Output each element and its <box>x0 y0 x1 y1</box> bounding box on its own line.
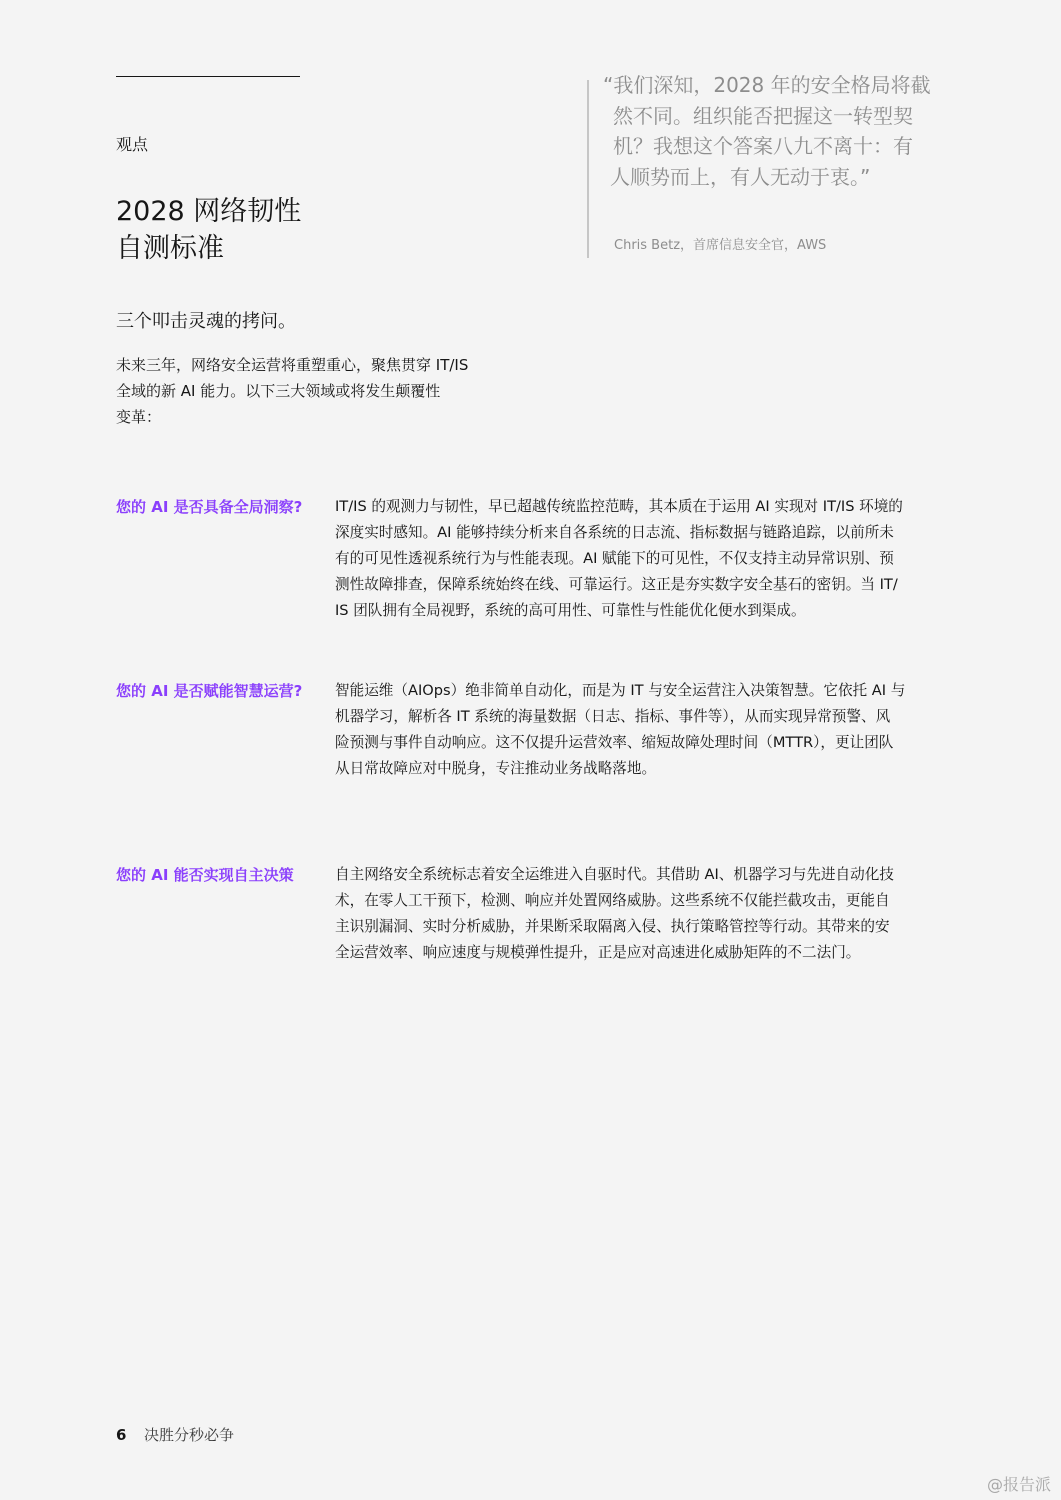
answer-3 <box>335 862 955 966</box>
answer-line: 有的可见性透视系统行为与性能表现。AI 赋能下的可见性，不仅支持主动异常识别、预 <box>335 550 894 567</box>
pull-quote <box>603 70 953 192</box>
answer-1 <box>335 494 955 624</box>
quote-divider <box>587 80 589 258</box>
answer-line: IS 团队拥有全局视野，系统的高可用性、可靠性与性能优化便水到渠成。 <box>335 602 806 619</box>
answer-line: 主识别漏洞、实时分析威胁，并果断采取隔离入侵、执行策略管控等行动。其带来的安 <box>335 918 890 935</box>
quote-attribution: Chris Betz，首席信息安全官，AWS <box>614 238 827 253</box>
answer-line: 自主网络安全系统标志着安全运维进入自驱时代。其借助 AI、机器学习与先进自动化技 <box>335 866 894 883</box>
answer-line: 智能运维（AIOps）绝非简单自动化，而是为 IT 与安全运营注入决策智慧。它依托 AI 与 <box>335 682 906 699</box>
intro-paragraph <box>116 352 508 430</box>
question-2: 您的 AI 是否赋能智慧运营? <box>116 682 303 700</box>
page-title-line-2: 自测标准 <box>116 233 224 264</box>
intro-line: 未来三年，网络安全运营将重塑重心，聚焦贯穿 IT/IS <box>116 356 469 374</box>
intro-line: 全域的新 AI 能力。以下三大领域或将发生颠覆性 <box>116 382 441 400</box>
intro-subtitle: 三个叩击灵魂的拷问。 <box>116 311 296 332</box>
quote-line: “我们深知，2028 年的安全格局将截 <box>603 73 931 97</box>
answer-line: 测性故障排查，保障系统始终在线、可靠运行。这正是夯实数字安全基石的密钥。当 IT/ <box>335 576 898 593</box>
footer-doc-title: 决胜分秒必争 <box>144 1426 235 1444</box>
intro-line: 变革： <box>116 408 162 426</box>
answer-2 <box>335 678 955 782</box>
page-title-line-1: 2028 网络韧性 <box>116 196 302 227</box>
page-title <box>116 193 416 267</box>
answer-line: IT/IS 的观测力与韧性，早已超越传统监控范畴，其本质在于运用 AI 实现对 IT/IS 环境的 <box>335 498 903 515</box>
section-label: 观点 <box>116 135 149 154</box>
answer-line: 术，在零人工干预下，检测、响应并处置网络威胁。这些系统不仅能拦截攻击，更能自 <box>335 892 890 909</box>
answer-line: 从日常故障应对中脱身，专注推动业务战略落地。 <box>335 760 657 777</box>
question-1: 您的 AI 是否具备全局洞察? <box>116 498 303 516</box>
answer-line: 深度实时感知。AI 能够持续分析来自各系统的日志流、指标数据与链路追踪，以前所未 <box>335 524 894 541</box>
answer-line: 机器学习，解析各 IT 系统的海量数据（日志、指标、事件等），从而实现异常预警、风 <box>335 708 891 725</box>
answer-line: 全运营效率、响应速度与规模弹性提升，正是应对高速进化威胁矩阵的不二法门。 <box>335 944 861 961</box>
question-3: 您的 AI 能否实现自主决策 <box>116 866 294 884</box>
quote-line: 人顺势而上，有人无动于衷。” <box>610 164 871 189</box>
answer-line: 险预测与事件自动响应。这不仅提升运营效率、缩短故障处理时间（MTTR），更让团队 <box>335 734 894 751</box>
top-divider <box>116 76 300 77</box>
page-number: 6 <box>116 1426 127 1444</box>
quote-line: 机？我想这个答案八九不离十：有 <box>613 134 913 158</box>
quote-line: 然不同。组织能否把握这一转型契 <box>613 103 913 128</box>
watermark: @报告派 <box>986 1475 1051 1494</box>
